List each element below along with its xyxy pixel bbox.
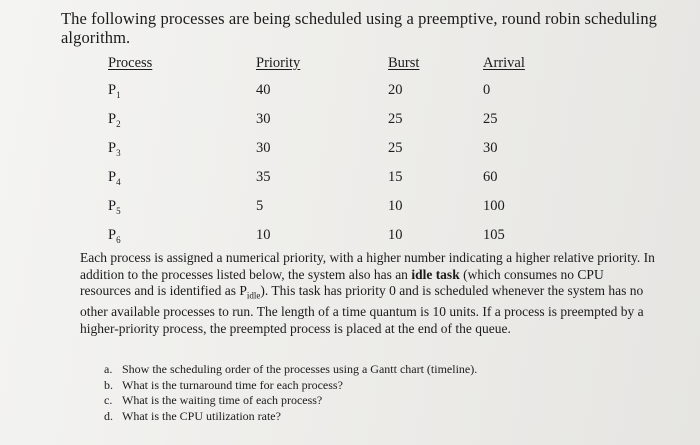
header-process: Process: [108, 54, 153, 71]
paragraph-part1: Each process is assigned a numerical priority, with a higher number indicating a higher relative priority. In addition to the processes listed below, the system also has an: [80, 250, 655, 282]
question-list: [104, 362, 477, 424]
list-item: [104, 362, 477, 378]
priority-cell: 5: [256, 198, 264, 214]
list-item: [104, 393, 477, 409]
process-subscript: 2: [116, 118, 121, 129]
priority-cell: 40: [256, 82, 271, 98]
arrival-cell: 100: [483, 198, 505, 214]
question-marker: c.: [104, 393, 113, 407]
question-text: What is the CPU utilization rate?: [122, 408, 281, 423]
process-subscript: 5: [116, 205, 121, 216]
table-row: [100, 76, 553, 105]
intro-text: The following processes are being scheduled using a preemptive, round robin scheduling algorithm.: [61, 9, 658, 47]
process-subscript: 6: [116, 234, 121, 245]
table-row: [100, 163, 553, 192]
process-letter: P: [108, 110, 117, 127]
process-letter: P: [108, 81, 117, 98]
paragraph-part3: ). This task has priority 0 and is scheduled whenever the system has no other available processes to run. The length of a time quantum is 10 units. If a process is preempted by a higher-priority process, the preempted process is placed at the end of the queue.: [80, 283, 644, 336]
process-table: [100, 50, 553, 250]
arrival-cell: 60: [483, 169, 498, 185]
table-row: [100, 105, 553, 134]
process-cell: [100, 105, 256, 134]
table-row: [100, 134, 553, 163]
question-text: What is the turnaround time for each process?: [122, 377, 343, 392]
idle-subscript: idle: [246, 290, 261, 301]
process-cell: [100, 163, 256, 192]
table-row: [100, 221, 553, 250]
priority-cell: 30: [256, 140, 271, 156]
priority-cell: 35: [256, 169, 271, 185]
burst-cell: 20: [388, 82, 403, 98]
question-marker: d.: [104, 408, 113, 423]
question-text: What is the waiting time of each process?: [122, 393, 323, 407]
question-text: Show the scheduling order of the processes using a Gantt chart (timeline).: [122, 362, 478, 376]
process-letter: P: [108, 226, 117, 243]
priority-cell: 10: [256, 227, 271, 243]
burst-cell: 10: [388, 198, 403, 214]
header-arrival: Arrival: [483, 54, 525, 71]
list-item: [104, 378, 477, 394]
table-header-row: [100, 50, 553, 76]
arrival-cell: 105: [483, 227, 505, 243]
process-subscript: 4: [116, 176, 121, 187]
arrival-cell: 0: [483, 82, 491, 98]
idle-task-term: idle task: [411, 266, 460, 282]
process-cell: [100, 134, 256, 163]
header-priority: Priority: [256, 54, 301, 71]
process-subscript: 1: [116, 89, 121, 100]
question-marker: a.: [104, 362, 113, 376]
burst-cell: 10: [388, 227, 403, 243]
process-letter: P: [108, 139, 117, 156]
header-burst: Burst: [388, 54, 420, 71]
burst-cell: 25: [388, 111, 403, 127]
paragraph-part2: (which consumes no CPU resources and is identified as P: [80, 266, 604, 298]
description-paragraph: [80, 250, 655, 337]
list-item: [104, 409, 477, 425]
question-marker: b.: [104, 377, 113, 392]
burst-cell: 15: [388, 169, 403, 185]
priority-cell: 30: [256, 111, 271, 127]
process-subscript: 3: [116, 147, 121, 158]
process-letter: P: [108, 168, 117, 185]
process-letter: P: [108, 197, 117, 214]
process-cell: [100, 192, 256, 221]
burst-cell: 25: [388, 140, 403, 156]
process-cell: [100, 76, 256, 105]
table-row: [100, 192, 553, 221]
process-cell: [100, 221, 256, 250]
arrival-cell: 25: [483, 111, 498, 127]
arrival-cell: 30: [483, 140, 498, 156]
